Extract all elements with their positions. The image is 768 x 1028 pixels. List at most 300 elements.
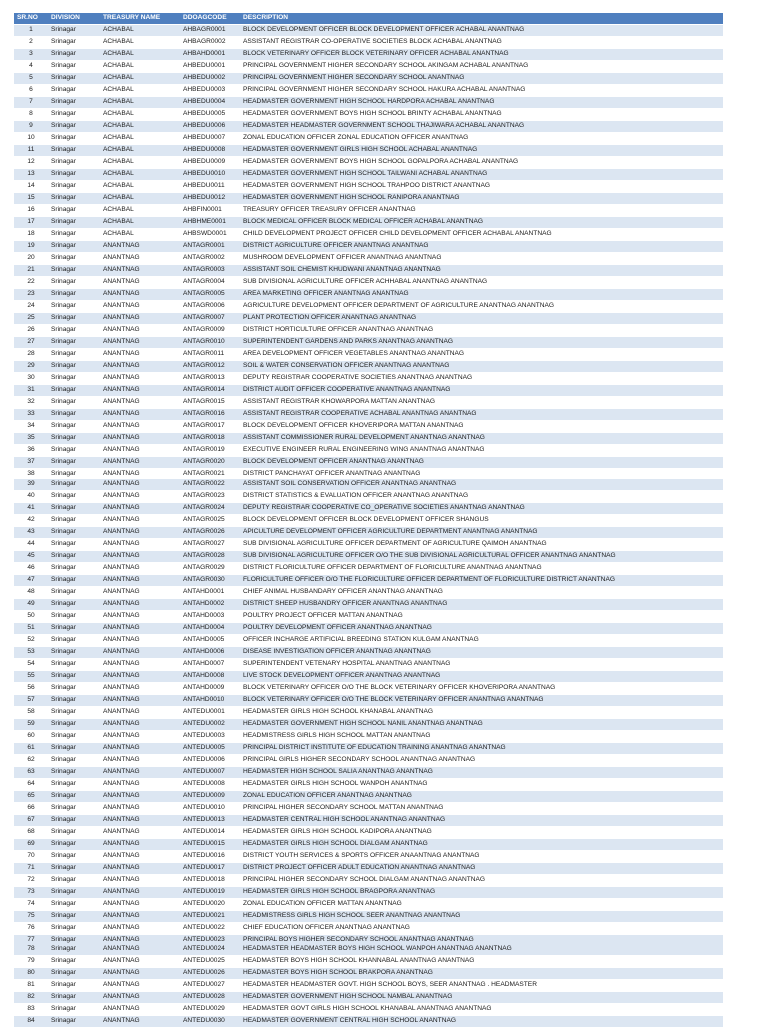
cell-ddoagcode: AHBEDU0004 [180,97,240,109]
cell-division: Srinagar [48,743,100,755]
cell-ddoagcode: ANTAGR0001 [180,241,240,253]
table-row [14,157,723,169]
cell-description: PRINCIPAL HIGHER SECONDARY SCHOOL MATTAN ANANTNAG [240,803,723,815]
table-row [14,289,723,301]
cell-sr-no: 63 [14,767,48,779]
table-row [14,109,723,121]
cell-sr-no: 2 [14,37,48,49]
cell-treasury-name: ANANTNAG [100,611,180,623]
cell-description: HEADMASTER GOVERNMENT BOYS HIGH SCHOOL BRINTY ACHABAL ANANTNAG [240,109,723,121]
cell-ddoagcode: ANTEDU0003 [180,731,240,743]
table-row [14,587,723,599]
cell-treasury-name: ACHABAL [100,133,180,145]
cell-division: Srinagar [48,313,100,325]
cell-description: DISTRICT AUDIT OFFICER COOPERATIVE ANANTNAG ANANTNAG [240,385,723,397]
cell-sr-no: 14 [14,181,48,193]
cell-division: Srinagar [48,647,100,659]
table-row [14,944,723,956]
cell-treasury-name: ACHABAL [100,25,180,37]
table-row [14,301,723,313]
table-row [14,73,723,85]
cell-sr-no: 71 [14,863,48,875]
cell-ddoagcode: ANTAGR0010 [180,337,240,349]
cell-sr-no: 54 [14,659,48,671]
cell-treasury-name: ACHABAL [100,217,180,229]
cell-description: SOIL & WATER CONSERVATION OFFICER ANANTNAG ANANTNAG [240,361,723,373]
cell-sr-no: 33 [14,409,48,421]
cell-ddoagcode: AHBAHD0001 [180,49,240,61]
cell-treasury-name: ANANTNAG [100,791,180,803]
cell-description: DISTRICT SHEEP HUSBANDRY OFFICER ANANTNAG ANANTNAG [240,599,723,611]
cell-description: PLANT PROTECTION OFFICER ANANTNAG ANANTNAG [240,313,723,325]
cell-description: HEADMASTER GOVERNMENT HIGH SCHOOL TAILWANI ACHABAL ANANTNAG [240,169,723,181]
cell-sr-no: 19 [14,241,48,253]
cell-treasury-name: ANANTNAG [100,325,180,337]
cell-division: Srinagar [48,241,100,253]
cell-treasury-name: ANANTNAG [100,575,180,587]
cell-sr-no: 81 [14,980,48,992]
cell-sr-no: 31 [14,385,48,397]
cell-treasury-name: ANANTNAG [100,337,180,349]
cell-ddoagcode: ANTAGR0009 [180,325,240,337]
cell-description: ASSISTANT SOIL CONSERVATION OFFICER ANANTNAG ANANTNAG [240,479,723,491]
cell-ddoagcode: ANTAGR0022 [180,479,240,491]
cell-treasury-name: ANANTNAG [100,803,180,815]
cell-division: Srinagar [48,61,100,73]
cell-description: CHIEF EDUCATION OFFICER ANANTNAG ANANTNAG [240,923,723,935]
cell-division: Srinagar [48,923,100,935]
cell-division: Srinagar [48,491,100,503]
cell-sr-no: 41 [14,503,48,515]
cell-description: BLOCK DEVELOPMENT OFFICER BLOCK DEVELOPMENT OFFICER SHANGUS [240,515,723,527]
cell-ddoagcode: ANTAGR0030 [180,575,240,587]
records-table-block-3 [14,944,723,1028]
cell-ddoagcode: ANTAHD0003 [180,611,240,623]
cell-division: Srinagar [48,469,100,481]
cell-description: HEADMISTRESS GIRLS HIGH SCHOOL SEER ANANTNAG ANANTNAG [240,911,723,923]
cell-ddoagcode: AHBEDU0007 [180,133,240,145]
cell-division: Srinagar [48,863,100,875]
cell-division: Srinagar [48,968,100,980]
cell-division: Srinagar [48,49,100,61]
cell-sr-no: 60 [14,731,48,743]
cell-ddoagcode: ANTEDU0016 [180,851,240,863]
cell-ddoagcode: AHBEDU0003 [180,85,240,97]
cell-sr-no: 3 [14,49,48,61]
cell-sr-no: 44 [14,539,48,551]
cell-sr-no: 32 [14,397,48,409]
cell-sr-no: 30 [14,373,48,385]
table-row [14,839,723,851]
table-row [14,1016,723,1028]
table-row [14,133,723,145]
table-row [14,503,723,515]
cell-description: AGRICULTURE DEVELOPMENT OFFICER DEPARTMENT OF AGRICULTURE ANANTNAG ANANTNAG [240,301,723,313]
cell-treasury-name: ACHABAL [100,193,180,205]
table-body [14,944,723,1028]
cell-sr-no: 9 [14,121,48,133]
cell-ddoagcode: ANTEDU0005 [180,743,240,755]
cell-division: Srinagar [48,325,100,337]
cell-description: SUB DIVISIONAL AGRICULTURE OFFICER ACHHABAL ANANTNAG ANANTNAG [240,277,723,289]
cell-sr-no: 78 [14,944,48,956]
table-row [14,373,723,385]
cell-treasury-name: ANANTNAG [100,469,180,481]
cell-treasury-name: ACHABAL [100,205,180,217]
cell-description: DISTRICT FLORICULTURE OFFICER DEPARTMENT OF FLORICULTURE ANANTNAG ANANTNAG [240,563,723,575]
cell-ddoagcode: ANTAHD0010 [180,695,240,707]
cell-ddoagcode: ANTAGR0017 [180,421,240,433]
cell-treasury-name: ANANTNAG [100,827,180,839]
cell-division: Srinagar [48,193,100,205]
cell-sr-no: 45 [14,551,48,563]
cell-description: HEADMASTER GOVERNMENT HIGH SCHOOL NANIL ANANTNAG ANANTNAG [240,719,723,731]
cell-description: HEADMASTER CENTRAL HIGH SCHOOL ANANTNAG ANANTNAG [240,815,723,827]
cell-treasury-name: ANANTNAG [100,551,180,563]
cell-description: PRINCIPAL GOVERNMENT HIGHER SECONDARY SCHOOL AKINGAM ACHABAL ANANTNAG [240,61,723,73]
cell-treasury-name: ACHABAL [100,109,180,121]
table-header-row [14,13,723,25]
cell-sr-no: 48 [14,587,48,599]
cell-treasury-name: ANANTNAG [100,695,180,707]
cell-ddoagcode: ANTAHD0005 [180,635,240,647]
cell-treasury-name: ANANTNAG [100,1016,180,1028]
header-ddoagcode: DDOAGCODE [180,13,240,25]
cell-division: Srinagar [48,421,100,433]
cell-division: Srinagar [48,397,100,409]
table-row [14,445,723,457]
table-row [14,121,723,133]
cell-division: Srinagar [48,527,100,539]
table-row [14,647,723,659]
cell-division: Srinagar [48,385,100,397]
cell-description: AREA MARKETING OFFICER ANANTNAG ANANTNAG [240,289,723,301]
cell-description: HEADMASTER BOYS HIGH SCHOOL BRAKPORA ANANTNAG [240,968,723,980]
cell-treasury-name: ANANTNAG [100,719,180,731]
cell-division: Srinagar [48,433,100,445]
cell-ddoagcode: AHBEDU0001 [180,61,240,73]
cell-sr-no: 56 [14,683,48,695]
cell-division: Srinagar [48,944,100,956]
cell-sr-no: 25 [14,313,48,325]
cell-description: CHIEF ANIMAL HUSBANDARY OFFICER ANANTNAG ANANTNAG [240,587,723,599]
cell-division: Srinagar [48,911,100,923]
cell-division: Srinagar [48,551,100,563]
table-row [14,361,723,373]
cell-sr-no: 80 [14,968,48,980]
cell-description: HEADMASTER GIRLS HIGH SCHOOL KHANABAL ANANTNAG [240,707,723,719]
cell-sr-no: 29 [14,361,48,373]
cell-ddoagcode: ANTAGR0015 [180,397,240,409]
cell-ddoagcode: ANTAHD0009 [180,683,240,695]
cell-treasury-name: ANANTNAG [100,301,180,313]
cell-ddoagcode: ANTAGR0019 [180,445,240,457]
cell-treasury-name: ANANTNAG [100,313,180,325]
cell-division: Srinagar [48,205,100,217]
cell-treasury-name: ANANTNAG [100,587,180,599]
cell-treasury-name: ACHABAL [100,73,180,85]
table-row [14,755,723,767]
table-row [14,911,723,923]
cell-division: Srinagar [48,935,100,947]
table-row [14,875,723,887]
table-row [14,599,723,611]
cell-description: DISTRICT YOUTH SERVICES & SPORTS OFFICER ANAANTNAG ANANTNAG [240,851,723,863]
cell-description: HEADMISTRESS GIRLS HIGH SCHOOL MATTAN ANANTNAG [240,731,723,743]
records-table-block-2 [14,479,723,947]
cell-division: Srinagar [48,563,100,575]
table-row [14,563,723,575]
cell-treasury-name: ANANTNAG [100,373,180,385]
cell-description: HEADMASTER GOVERNMENT BOYS HIGH SCHOOL GOPALPORA ACHABAL ANANTNAG [240,157,723,169]
table-row [14,25,723,37]
cell-sr-no: 65 [14,791,48,803]
cell-division: Srinagar [48,1004,100,1016]
cell-description: DISTRICT STATISTICS & EVALUATION OFFICER ANANTNAG ANANTNAG [240,491,723,503]
cell-sr-no: 35 [14,433,48,445]
table-row [14,611,723,623]
cell-division: Srinagar [48,575,100,587]
cell-ddoagcode: ANTAGR0025 [180,515,240,527]
cell-sr-no: 58 [14,707,48,719]
cell-ddoagcode: ANTAHD0001 [180,587,240,599]
cell-ddoagcode: ANTAGR0026 [180,527,240,539]
cell-treasury-name: ANANTNAG [100,980,180,992]
cell-treasury-name: ACHABAL [100,157,180,169]
cell-description: AREA DEVELOPMENT OFFICER VEGETABLES ANANTNAG ANANTNAG [240,349,723,361]
cell-division: Srinagar [48,707,100,719]
cell-treasury-name: ACHABAL [100,85,180,97]
cell-description: PRINCIPAL DISTRICT INSTITUTE OF EDUCATION TRAINING ANANTNAG ANANTNAG [240,743,723,755]
cell-treasury-name: ANANTNAG [100,385,180,397]
cell-division: Srinagar [48,899,100,911]
cell-sr-no: 18 [14,229,48,241]
cell-description: ASSISTANT SOIL CHEMIST KHUDWANI ANANTNAG ANANTNAG [240,265,723,277]
table-row [14,229,723,241]
cell-ddoagcode: AHBAGR0001 [180,25,240,37]
cell-ddoagcode: ANTAGR0013 [180,373,240,385]
cell-division: Srinagar [48,539,100,551]
cell-treasury-name: ANANTNAG [100,779,180,791]
cell-sr-no: 6 [14,85,48,97]
cell-sr-no: 61 [14,743,48,755]
table-row [14,767,723,779]
table-row [14,325,723,337]
cell-treasury-name: ANANTNAG [100,491,180,503]
cell-description: HEADMASTER GOVERNMENT HIGH SCHOOL NAMBAL ANANTNAG [240,992,723,1004]
cell-treasury-name: ANANTNAG [100,923,180,935]
cell-sr-no: 50 [14,611,48,623]
cell-treasury-name: ACHABAL [100,145,180,157]
cell-sr-no: 55 [14,671,48,683]
cell-ddoagcode: ANTEDU0015 [180,839,240,851]
cell-division: Srinagar [48,980,100,992]
cell-description: HEADMASTER HEADMASTER BOYS HIGH SCHOOL WANPOH ANANTNAG ANANTNAG [240,944,723,956]
table-row [14,385,723,397]
cell-treasury-name: ANANTNAG [100,659,180,671]
table-row [14,409,723,421]
cell-ddoagcode: ANTAGR0020 [180,457,240,469]
cell-treasury-name: ANANTNAG [100,527,180,539]
cell-treasury-name: ANANTNAG [100,815,180,827]
cell-ddoagcode: ANTAGR0023 [180,491,240,503]
cell-division: Srinagar [48,695,100,707]
cell-description: PRINCIPAL GOVERNMENT HIGHER SECONDARY SCHOOL HAKURA ACHABAL ANANTNAG [240,85,723,97]
table-row [14,791,723,803]
cell-treasury-name: ANANTNAG [100,743,180,755]
cell-sr-no: 52 [14,635,48,647]
cell-treasury-name: ANANTNAG [100,1004,180,1016]
cell-sr-no: 7 [14,97,48,109]
cell-treasury-name: ACHABAL [100,169,180,181]
cell-ddoagcode: AHBFIN0001 [180,205,240,217]
cell-ddoagcode: AHBEDU0010 [180,169,240,181]
cell-description: BLOCK DEVELOPMENT OFFICER ANANTNAG ANANTNAG [240,457,723,469]
cell-division: Srinagar [48,109,100,121]
cell-ddoagcode: ANTEDU0008 [180,779,240,791]
records-table-block-1 [14,13,723,481]
cell-division: Srinagar [48,265,100,277]
cell-treasury-name: ANANTNAG [100,349,180,361]
cell-division: Srinagar [48,229,100,241]
table-row [14,397,723,409]
cell-sr-no: 68 [14,827,48,839]
table-row [14,779,723,791]
cell-treasury-name: ACHABAL [100,61,180,73]
cell-description: ASSISTANT REGISTRAR CO-OPERATIVE SOCIETIES BLOCK ACHABAL ANANTNAG [240,37,723,49]
cell-ddoagcode: ANTEDU0028 [180,992,240,1004]
cell-treasury-name: ANANTNAG [100,911,180,923]
cell-sr-no: 84 [14,1016,48,1028]
cell-division: Srinagar [48,181,100,193]
cell-description: MUSHROOM DEVELOPMENT OFFICER ANANTNAG ANANTNAG [240,253,723,265]
cell-sr-no: 20 [14,253,48,265]
table-row [14,85,723,97]
cell-ddoagcode: ANTEDU0010 [180,803,240,815]
cell-ddoagcode: ANTEDU0027 [180,980,240,992]
cell-description: DISTRICT PANCHAYAT OFFICER ANANTNAG ANANTNAG [240,469,723,481]
cell-sr-no: 66 [14,803,48,815]
table-row [14,551,723,563]
cell-division: Srinagar [48,611,100,623]
cell-division: Srinagar [48,133,100,145]
cell-sr-no: 38 [14,469,48,481]
cell-description: HEADMASTER GIRLS HIGH SCHOOL WANPOH ANANTNAG [240,779,723,791]
cell-ddoagcode: ANTAGR0006 [180,301,240,313]
table-row [14,193,723,205]
cell-treasury-name: ACHABAL [100,37,180,49]
table-row [14,707,723,719]
cell-sr-no: 53 [14,647,48,659]
cell-sr-no: 77 [14,935,48,947]
cell-sr-no: 49 [14,599,48,611]
table-row [14,659,723,671]
cell-description: DISEASE INVESTIGATION OFFICER ANANTNAG ANANTNAG [240,647,723,659]
cell-description: HEADMASTER GOVERNMENT HIGH SCHOOL RANIPORA ANANTNAG [240,193,723,205]
cell-division: Srinagar [48,409,100,421]
cell-treasury-name: ANANTNAG [100,539,180,551]
cell-treasury-name: ANANTNAG [100,457,180,469]
cell-ddoagcode: ANTAGR0004 [180,277,240,289]
table-row [14,169,723,181]
cell-sr-no: 1 [14,25,48,37]
table-row [14,457,723,469]
cell-ddoagcode: ANTEDU0007 [180,767,240,779]
cell-ddoagcode: ANTEDU0018 [180,875,240,887]
table-row [14,349,723,361]
table-row [14,145,723,157]
cell-sr-no: 83 [14,1004,48,1016]
cell-sr-no: 22 [14,277,48,289]
cell-division: Srinagar [48,599,100,611]
cell-description: SUB DIVISIONAL AGRICULTURE OFFICER O/O THE SUB DIVISIONAL AGRICULTURAL OFFICER ANANTNAG ANANTNAG [240,551,723,563]
cell-division: Srinagar [48,659,100,671]
cell-sr-no: 59 [14,719,48,731]
cell-sr-no: 21 [14,265,48,277]
cell-sr-no: 11 [14,145,48,157]
table-row [14,265,723,277]
cell-treasury-name: ANANTNAG [100,289,180,301]
cell-treasury-name: ANANTNAG [100,623,180,635]
cell-description: APICULTURE DEVELOPMENT OFFICER AGRICULTURE DEPARTMENT ANANTNAG ANANTNAG [240,527,723,539]
cell-treasury-name: ANANTNAG [100,863,180,875]
cell-description: HEADMASTER HIGH SCHOOL SALIA ANANTNAG ANANTNAG [240,767,723,779]
cell-description: ZONAL EDUCATION OFFICER ANANTNAG ANANTNAG [240,791,723,803]
cell-sr-no: 74 [14,899,48,911]
cell-description: BLOCK DEVELOPMENT OFFICER BLOCK DEVELOPMENT OFFICER ACHABAL ANANTNAG [240,25,723,37]
cell-division: Srinagar [48,373,100,385]
cell-division: Srinagar [48,623,100,635]
cell-division: Srinagar [48,839,100,851]
cell-sr-no: 47 [14,575,48,587]
cell-ddoagcode: ANTAGR0012 [180,361,240,373]
cell-division: Srinagar [48,1016,100,1028]
cell-description: PRINCIPAL GIRLS HIGHER SECONDARY SCHOOL ANANTNAG ANANTNAG [240,755,723,767]
cell-sr-no: 8 [14,109,48,121]
cell-ddoagcode: AHBAGR0002 [180,37,240,49]
cell-description: SUPERINTENDENT GARDENS AND PARKS ANANTNAG ANANTNAG [240,337,723,349]
cell-description: DISTRICT HORTICULTURE OFFICER ANANTNAG ANANTNAG [240,325,723,337]
cell-sr-no: 39 [14,479,48,491]
cell-description: HEADMASTER BOYS HIGH SCHOOL KHANNABAL ANANTNAG ANANTNAG [240,956,723,968]
cell-ddoagcode: AHBSWD0001 [180,229,240,241]
cell-treasury-name: ANANTNAG [100,887,180,899]
cell-treasury-name: ANANTNAG [100,992,180,1004]
cell-treasury-name: ACHABAL [100,97,180,109]
cell-sr-no: 73 [14,887,48,899]
table-row [14,241,723,253]
table-row [14,731,723,743]
cell-description: POULTRY PROJECT OFFICER MATTAN ANANTNAG [240,611,723,623]
table-row [14,527,723,539]
cell-description: HEADMASTER HEADMASTER GOVERNMENT SCHOOL THAJIWARA ACHABAL ANANTNAG [240,121,723,133]
cell-ddoagcode: ANTEDU0029 [180,1004,240,1016]
cell-treasury-name: ACHABAL [100,49,180,61]
cell-description: PRINCIPAL GOVERNMENT HIGHER SECONDARY SCHOOL ANANTNAG [240,73,723,85]
cell-division: Srinagar [48,301,100,313]
cell-treasury-name: ANANTNAG [100,599,180,611]
cell-treasury-name: ACHABAL [100,229,180,241]
table-row [14,515,723,527]
cell-division: Srinagar [48,145,100,157]
cell-ddoagcode: ANTAGR0002 [180,253,240,265]
cell-ddoagcode: AHBEDU0009 [180,157,240,169]
cell-treasury-name: ANANTNAG [100,409,180,421]
cell-division: Srinagar [48,289,100,301]
cell-sr-no: 16 [14,205,48,217]
table-row [14,980,723,992]
cell-ddoagcode: AHBEDU0012 [180,193,240,205]
